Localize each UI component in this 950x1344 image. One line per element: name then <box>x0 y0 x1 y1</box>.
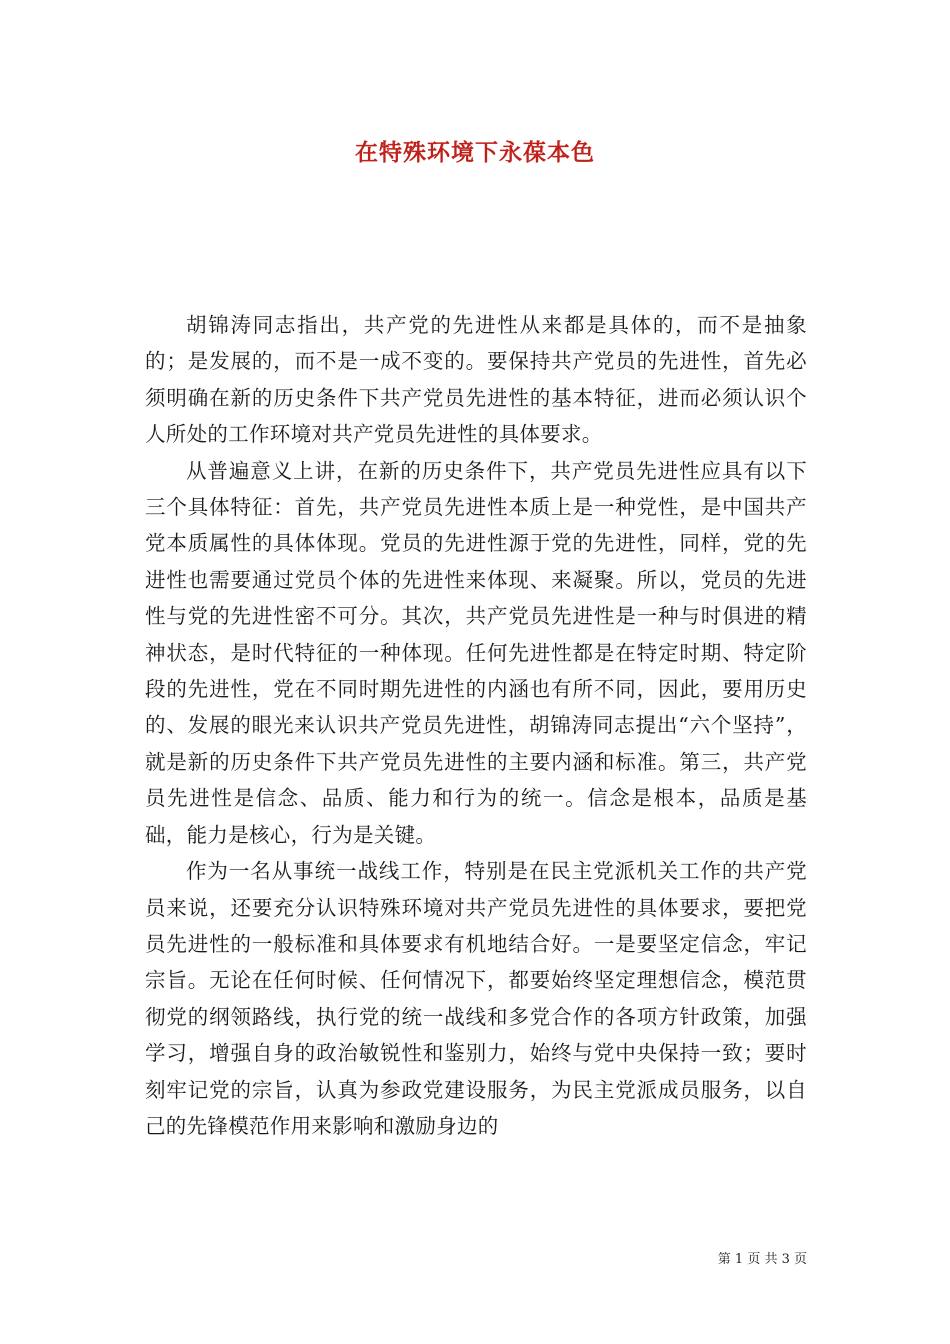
paragraph-1: 胡锦涛同志指出，共产党的先进性从来都是具体的，而不是抽象的；是发展的，而不是一成不变的。要保持共产党员的先进性，首先必须明确在新的历史条件下共产党员先进性的基本特征，进而必须认识个人所处的工作环境对共产党员先进性的具体要求。 <box>145 313 807 447</box>
paragraph-3: 作为一名从事统一战线工作，特别是在民主党派机关工作的共产党员来说，还要充分认识特殊环境对共产党员先进性的具体要求，要把党员先进性的一般标准和具体要求有机地结合好。一是要坚定信念，牢记宗旨。无论在任何时候、任何情况下，都要始终坚定理想信念，模范贯彻党的纲领路线，执行党的统一战线和多党合作的各项方针政策，加强学习，增强自身的政治敏锐性和鉴别力，始终与党中央保持一致；要时刻牢记党的宗旨，认真为参政党建设服务，为民主党派成员服务，以自己的先锋模范作用来影响和激励身边的 <box>145 859 807 1138</box>
document-title: 在特殊环境下永葆本色 <box>355 139 595 166</box>
paragraph-2: 从普遍意义上讲，在新的历史条件下，共产党员先进性应具有以下三个具体特征：首先，共产党员先进性本质上是一种党性，是中国共产党本质属性的具体体现。党员的先进性源于党的先进性，同样，党的先进性也需要通过党员个体的先进性来体现、来凝聚。所以，党员的先进性与党的先进性密不可分。其次，共产党员先进性是一种与时俱进的精神状态，是时代特征的一种体现。任何先进性都是在特定时期、特定阶段的先进性，党在不同时期先进性的内涵也有所不同，因此，要用历史的、发展的眼光来认识共产党员先进性，胡锦涛同志提出“六个坚持”，就是新的历史条件下共产党员先进性的主要内涵和标准。第三，共产党员先进性是信念、品质、能力和行为的统一。信念是根本，品质是基础，能力是核心，行为是关键。 <box>145 458 807 847</box>
document-body <box>145 307 807 1144</box>
page-number-footer: 第 1 页 共 3 页 <box>717 1252 807 1267</box>
